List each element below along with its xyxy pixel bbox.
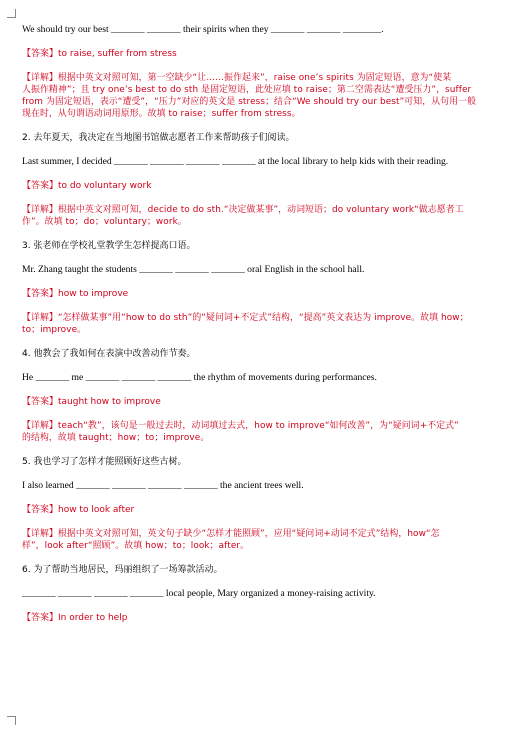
line-gap (22, 60, 504, 72)
line-gap (22, 408, 504, 420)
chinese-prompt: 6. 为了帮助当地居民，玛丽组织了一场筹款活动。 (22, 565, 223, 575)
answer-line: 【答案】how to improve (22, 289, 129, 299)
answer-line: 【答案】how to look after (22, 505, 135, 515)
document-content (22, 24, 504, 636)
line-gap (22, 384, 504, 396)
question-sentence: Last summer, I decided _______ _______ _______ _______ at the local library to help kids with their reading. (22, 156, 449, 167)
line-gap (22, 600, 504, 612)
explanation-line: 人振作精神”；且 try one’s best to do sth 是固定短语，此处应填 to raise；第二空需表达“遭受压力”，suffer (22, 85, 472, 95)
answer-line: 【答案】taught how to improve (22, 397, 161, 407)
explanation-line: 【详解】根据中英文对照可知，英文句子缺少“怎样才能照顾”，应用“疑问词+动词不定式”结构，how“怎 (22, 529, 440, 539)
line-gap (22, 300, 504, 312)
page-corner-mark-bottom (7, 716, 16, 725)
explanation-line: to；improve。 (22, 325, 87, 335)
explanation-block (22, 420, 504, 444)
explanation-line: 【详解】teach“教”，该句是一般过去时，动词填过去式，how to improve“如何改善”，为“疑问词+不定式” (22, 421, 459, 431)
question-sentence: We should try our best _______ _______ their spirits when they _______ _______ ________. (22, 24, 384, 35)
chinese-prompt: 5. 我也学习了怎样才能照顾好这些古树。 (22, 457, 187, 467)
question-sentence: He _______ me _______ _______ _______ the rhythm of movements during performances. (22, 372, 377, 383)
line-gap (22, 336, 504, 348)
explanation-line: 现在时，从句谓语动词用原形。故填 to raise；suffer from stress。 (22, 109, 301, 119)
line-gap (22, 36, 504, 48)
explanation-block (22, 72, 504, 120)
answer-line: 【答案】In order to help (22, 613, 128, 623)
page-corner-mark-top (7, 9, 16, 18)
line-gap (22, 360, 504, 372)
line-gap (22, 468, 504, 480)
line-gap (22, 552, 504, 564)
line-gap (22, 516, 504, 528)
question-sentence: I also learned _______ _______ _______ _______ the ancient trees well. (22, 480, 304, 491)
line-gap (22, 228, 504, 240)
line-gap (22, 252, 504, 264)
explanation-line: 【详解】根据中英文对照可知，decide to do sth.“决定做某事”，动词短语；do voluntary work“做志愿者工 (22, 205, 464, 215)
line-gap (22, 624, 504, 636)
line-gap (22, 276, 504, 288)
explanation-line: 【详解】根据中英文对照可知，第一空缺少“让……振作起来”，raise one’s spirits 为固定短语，意为“使某 (22, 73, 452, 83)
line-gap (22, 168, 504, 180)
line-gap (22, 144, 504, 156)
question-sentence: _______ _______ _______ _______ local people, Mary organized a money-raising activity. (22, 588, 376, 599)
chinese-prompt: 2. 去年夏天，我决定在当地图书馆做志愿者工作来帮助孩子们阅读。 (22, 133, 295, 143)
explanation-line: from 为固定短语，表示“遭受”，“压力”对应的英文是 stress；结合“We should try our best”可知，从句用一般 (22, 97, 477, 107)
answer-line: 【答案】to do voluntary work (22, 181, 152, 191)
explanation-block (22, 312, 504, 336)
chinese-prompt: 4. 他教会了我如何在表演中改善动作节奏。 (22, 349, 196, 359)
explanation-block (22, 528, 504, 552)
explanation-line: 的结构，故填 taught；how；to；improve。 (22, 433, 210, 443)
explanation-block (22, 204, 504, 228)
question-sentence: Mr. Zhang taught the students _______ _______ _______ oral English in the school hall. (22, 264, 365, 275)
line-gap (22, 576, 504, 588)
explanation-line: 作”。故填 to；do；voluntary；work。 (22, 217, 187, 227)
explanation-line: 样”，look after“照顾”。故填 how；to；look；after。 (22, 541, 250, 551)
line-gap (22, 192, 504, 204)
line-gap (22, 120, 504, 132)
explanation-line: 【详解】“怎样做某事”用“how to do sth”的“疑问词+不定式”结构，“提高”英文表达为 improve。故填 how； (22, 313, 469, 323)
answer-line: 【答案】to raise, suffer from stress (22, 49, 177, 59)
line-gap (22, 444, 504, 456)
line-gap (22, 492, 504, 504)
chinese-prompt: 3. 张老师在学校礼堂教学生怎样提高口语。 (22, 241, 196, 251)
